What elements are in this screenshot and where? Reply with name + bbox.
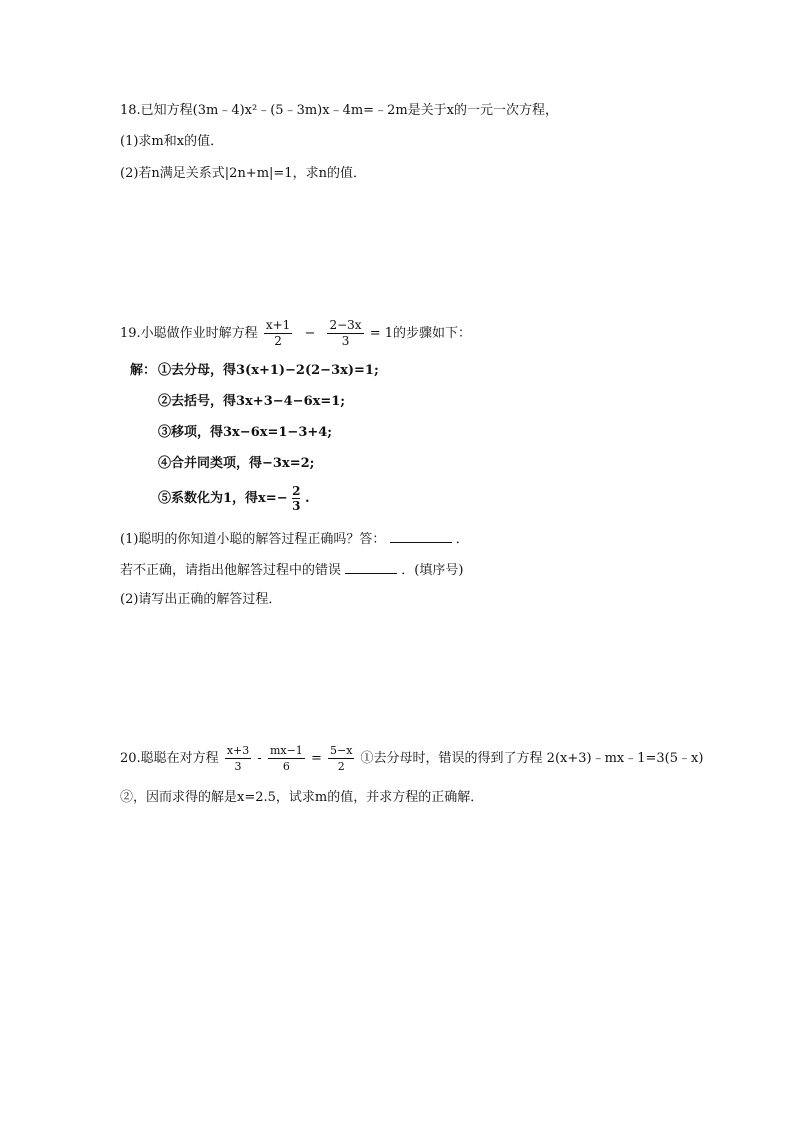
q20-line2: ②，因而求得的解是x=2.5，试求m的值，并求方程的正确解． — [120, 790, 484, 805]
q20-fraction-3-denominator: 2 — [337, 760, 345, 773]
q19-step-4: ④合并同类项，得−3x=2; — [158, 456, 315, 471]
q20-fraction-2-numerator: mx−1 — [269, 744, 303, 757]
q19-part1-suffix: ． — [455, 532, 469, 547]
q20-stem — [120, 743, 703, 774]
q19-fraction-1-denominator: 2 — [274, 334, 282, 348]
q19-stem-suffix: = 1的步骤如下： — [369, 326, 472, 341]
q19-minus-sign: − — [304, 326, 316, 341]
q19-step-5-fraction — [292, 484, 300, 513]
q19-part1b-suffix: ．(填序号) — [401, 563, 464, 578]
q19-answer-blank-1[interactable] — [390, 529, 452, 543]
q19-part2: (2)请写出正确的解答过程． — [120, 592, 282, 607]
q20-fraction-3 — [328, 743, 354, 774]
q19-fraction-2 — [327, 318, 363, 349]
q19-step-5 — [158, 484, 310, 513]
q19-answer-blank-2[interactable] — [345, 560, 397, 574]
q19-step-5-suffix: . — [305, 491, 310, 506]
q19-fraction-1-numerator: x+1 — [265, 318, 291, 332]
q19-part1-prefix: (1)聪明的你知道小聪的解答过程正确吗？答： — [120, 532, 386, 547]
q20-fraction-1-numerator: x+3 — [226, 744, 250, 757]
q19-step-2: ②去括号，得3x+3−4−6x=1; — [158, 394, 346, 409]
q19-part1b-prefix: 若不正确，请指出他解答过程中的错误 — [120, 563, 342, 578]
q19-part1b — [120, 560, 463, 580]
q20-fraction-3-numerator: 5−x — [329, 744, 353, 757]
q19-step-1: ①去分母，得3(x+1)−2(2−3x)=1; — [158, 363, 379, 378]
q19-fraction-1 — [264, 318, 292, 349]
q19-step-3: ③移项，得3x−6x=1−3+4; — [158, 425, 333, 440]
q19-step-5-numerator: 2 — [292, 484, 301, 498]
q18-stem: 18.已知方程(3m﹣4)x²﹣(5﹣3m)x﹣4m=﹣2m是关于x的一元一次方程， — [120, 103, 558, 118]
q20-stem-suffix: ①去分母时，错误的得到了方程 2(x+3)﹣mx﹣1=3(5﹣x) — [360, 751, 704, 766]
q19-step-5-prefix: ⑤系数化为1，得x=− — [158, 491, 288, 506]
q19-stem — [120, 318, 471, 349]
q19-fraction-2-numerator: 2−3x — [329, 318, 362, 332]
q18-part2: (2)若n满足关系式|2n+m|=1，求n的值． — [120, 166, 366, 181]
q19-part1 — [120, 529, 469, 549]
q19-solution-label: 解： — [130, 363, 157, 378]
q19-fraction-2-denominator: 3 — [341, 334, 350, 348]
q19-stem-prefix: 19.小聪做作业时解方程 — [120, 326, 258, 341]
q20-fraction-2 — [268, 743, 305, 774]
q20-minus-sign: - — [257, 751, 262, 766]
q20-equals-sign: = — [310, 751, 322, 766]
q20-fraction-2-denominator: 6 — [282, 760, 290, 773]
q18-part1: (1)求m和x的值． — [120, 134, 224, 149]
q20-fraction-1 — [225, 743, 251, 774]
q20-stem-prefix: 20.聪聪在对方程 — [120, 751, 219, 766]
q19-step-5-denominator: 3 — [292, 499, 301, 513]
q20-fraction-1-denominator: 3 — [234, 760, 242, 773]
